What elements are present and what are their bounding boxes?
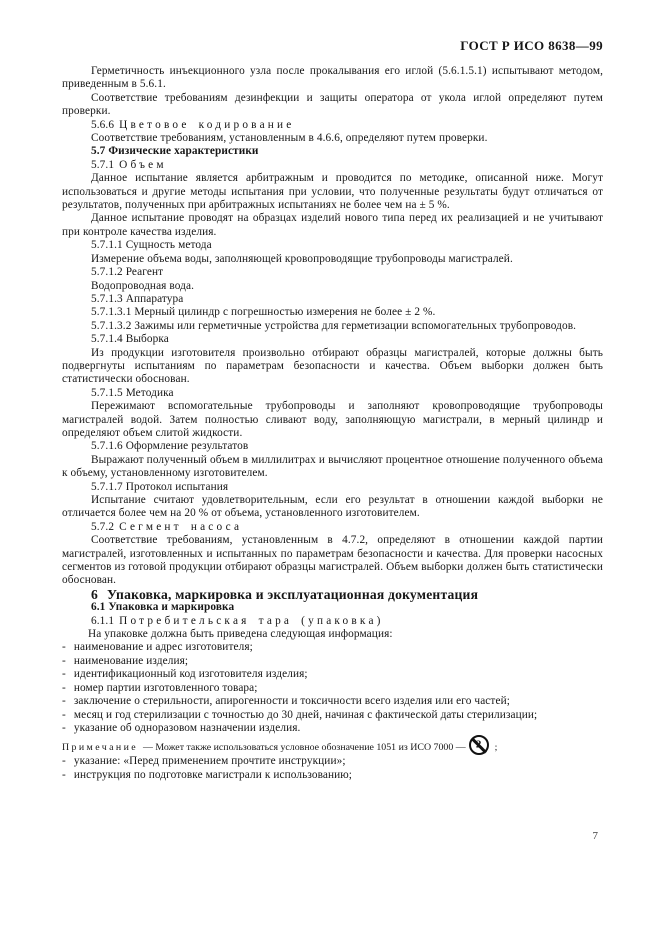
list-item <box>62 722 603 735</box>
dash-marker: - <box>62 708 66 721</box>
section-title-text: Упаковка, маркировка и эксплуатационная документация <box>107 586 479 602</box>
clause-5-6-6 <box>62 119 603 132</box>
para-protocol: Испытание считают удовлетворительным, если его результат в отношении каждой выборки не отличается более чем на 20 % от объема, установленного изготовителем. <box>62 494 603 520</box>
clause-5-7-1-4: 5.7.1.4 Выборка <box>91 333 169 346</box>
para-pump-segment: Соответствие требованиям, установленным в 4.7.2, определяют в отношении каждой партии магистралей, изготовленных и испытанных по параметрам безопасности и качества. Для проверки насосных сегментов из готовой продукции отбирают образцы магистралей. Объем выборки должен быть статистически обоснован. <box>62 534 603 587</box>
dash-marker: - <box>62 768 66 781</box>
para-packaging-intro: На упаковке должна быть приведена следующая информация: <box>88 628 393 641</box>
doc-code-header: ГОСТ Р ИСО 8638—99 <box>460 38 603 53</box>
clause-5-7-1-1: 5.7.1.1 Сущность метода <box>91 239 212 252</box>
clause-5-7-1-5: 5.7.1.5 Методика <box>91 386 174 399</box>
section-6-title <box>62 588 603 601</box>
dash-marker: - <box>62 721 66 734</box>
list-item-text: наименование и адрес изготовителя; <box>73 641 253 654</box>
note-suffix: ; <box>494 742 498 754</box>
para-arbitrage-test: Данное испытание является арбитражным и проводится по методике, описанной ниже. Могут использоваться и другие методы испытания при условии, что полученные результаты будут отличаться от результатов, полученных при арбитражных испытаниях не более чем на ± 5 %. <box>62 172 603 212</box>
clause-6-1: 6.1 Упаковка и маркировка <box>91 601 235 614</box>
clause-5-7-1-2: 5.7.1.2 Реагент <box>91 266 164 279</box>
note <box>62 735 603 755</box>
clause-number: 6.1.1 <box>91 614 115 627</box>
list-item <box>62 709 603 722</box>
para-sampling: Из продукции изготовителя произвольно отбирают образцы магистралей, которые должны быть подвергнуты испытаниям по параметрам безопасности и качества. Объем выборки должен быть статистически обоснован. <box>62 346 603 386</box>
list-item <box>62 682 603 695</box>
list-item <box>62 655 603 668</box>
clause-5-7-1-3: 5.7.1.3 Аппаратура <box>91 292 184 305</box>
clause-5-7-1-7: 5.7.1.7 Протокол испытания <box>91 480 229 493</box>
dash-marker: - <box>62 755 66 768</box>
list-item <box>62 668 603 681</box>
list-item-text: наименование изделия; <box>73 654 189 667</box>
list-item-text: идентификационный код изготовителя изделия; <box>73 668 308 681</box>
note-text: — Может также использоваться условное обозначение 1051 из ИСО 7000 — <box>143 742 466 754</box>
list-item-text: указание об одноразовом назначении изделия. <box>73 721 301 734</box>
para-method-essence: Измерение объема воды, заполняющей кровопроводящие трубопроводы магистралей. <box>91 252 513 265</box>
para-4-6-6-check: Соответствие требованиям, установленным в 4.6.6, определяют путем проверки. <box>91 132 488 145</box>
clause-title: Объем <box>119 158 167 171</box>
clause-title: Цветовое кодирование <box>119 118 295 131</box>
para-new-type: Данное испытание проводят на образцах изделий нового типа перед их реализацией и не учитывают при контроле качества изделия. <box>62 212 603 238</box>
dash-marker: - <box>62 681 66 694</box>
para-injection-seal: Герметичность инъекционного узла после прокалывания его иглой (5.6.1.5.1) испытывают методом, приведенным в 5.6.1. <box>62 65 603 91</box>
page-number: 7 <box>592 830 598 842</box>
clause-number: 5.7.1 <box>91 158 115 171</box>
dash-marker: - <box>62 668 66 681</box>
clause-5-7-1-6: 5.7.1.6 Оформление результатов <box>91 440 249 453</box>
list-item-text: инструкция по подготовке магистрали к использованию; <box>73 768 353 781</box>
clause-6-1-1 <box>62 615 603 628</box>
para-reagent: Водопроводная вода. <box>91 279 195 292</box>
document-body <box>62 65 603 782</box>
dash-marker: - <box>62 654 66 667</box>
dash-marker: - <box>62 641 66 654</box>
clause-5-7: 5.7 Физические характеристики <box>91 145 259 158</box>
clause-title: Потребительская тара (упаковка) <box>119 614 384 627</box>
para-disinfection: Соответствие требованиям дезинфекции и защиты оператора от укола иглой определяют путем проверки. <box>62 91 603 118</box>
clause-number: 5.7.2 <box>91 520 115 533</box>
clause-5-7-1 <box>62 159 603 172</box>
para-clamps: 5.7.1.3.2 Зажимы или герметичные устройства для герметизации вспомогательных трубопроводов. <box>91 319 577 332</box>
dash-marker: - <box>62 695 66 708</box>
para-results: Выражают полученный объем в миллилитрах и вычисляют процентное отношение полученного объема к объему, установленному изготовителем. <box>62 453 603 480</box>
para-procedure: Пережимают вспомогательные трубопроводы и заполняют кровопроводящие трубопроводы магистралей водой. Затем полностью сливают воду, заполняющую магистрали, в мерный цилиндр и определяют объем слитой жидкости. <box>62 400 603 439</box>
list-item <box>62 695 603 708</box>
section-number: 6 <box>91 586 98 602</box>
clause-number: 5.6.6 <box>91 118 115 131</box>
list-item <box>62 641 603 654</box>
clause-title: Сегмент насоса <box>119 520 243 533</box>
list-item-text: указание: «Перед применением прочтите инструкции»; <box>73 755 346 768</box>
list-item-text: месяц и год стерилизации с точностью до 30 дней, начиная с фактической даты стерилизации; <box>73 708 538 721</box>
do-not-reuse-icon <box>469 735 489 755</box>
list-item <box>62 769 603 782</box>
clause-5-7-2 <box>62 521 603 534</box>
para-measuring-cylinder: 5.7.1.3.1 Мерный цилиндр с погрешностью измерения не более ± 2 %. <box>91 306 436 319</box>
list-item-text: заключение о стерильности, апирогенности и токсичности всего изделия или его частей; <box>73 695 510 708</box>
list-item-text: номер партии изготовленного товара; <box>73 681 258 694</box>
note-label: Примечание <box>62 742 139 754</box>
list-item <box>62 755 603 768</box>
